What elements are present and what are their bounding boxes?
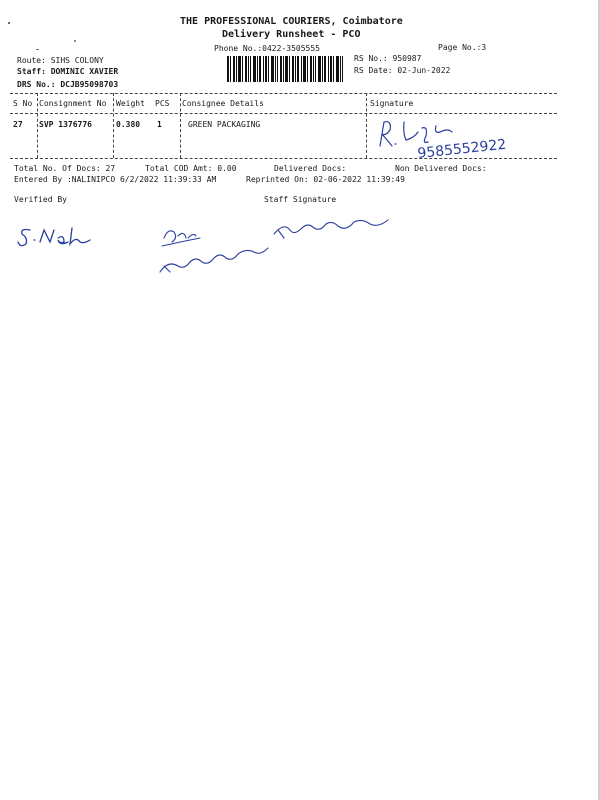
- col-divider: [180, 93, 181, 158]
- document-title: Delivery Runsheet - PCO: [222, 29, 361, 40]
- route: Route: SIHS COLONY: [17, 56, 104, 65]
- col-header-weight: Weight: [116, 99, 145, 108]
- entered-by: Entered By :NALINIPCO 6/2/2022 11:39:33 AM: [14, 175, 217, 184]
- scan-speck: [8, 22, 10, 24]
- barcode: [227, 56, 343, 82]
- staff-name: Staff: DOMINIC XAVIER: [17, 67, 119, 76]
- row-weight: 0.380: [116, 120, 141, 129]
- rs-date: RS Date: 02-Jun-2022: [354, 66, 451, 75]
- rs-number: RS No.: 950987: [354, 54, 422, 63]
- col-header-sno: S No: [13, 99, 33, 108]
- signature-phone: 9585552922: [416, 136, 508, 162]
- staff-signature: [150, 208, 400, 283]
- table-top-rule: [10, 93, 557, 94]
- verified-by-label: Verified By: [14, 195, 67, 204]
- receiver-signature: [370, 114, 560, 164]
- col-header-signature: Signature: [370, 99, 414, 108]
- company-name: THE PROFESSIONAL COURIERS, Coimbatore: [180, 16, 403, 27]
- delivered-docs: Delivered Docs:: [274, 164, 347, 173]
- phone-number: Phone No.:0422-3505555: [214, 44, 320, 53]
- staff-signature-label: Staff Signature: [264, 195, 337, 204]
- total-docs: Total No. Of Docs: 27: [14, 164, 116, 173]
- scan-speck: [36, 49, 39, 50]
- non-delivered-docs: Non Delivered Docs:: [395, 164, 487, 173]
- col-divider: [37, 93, 38, 158]
- col-header-consignment: Consignment No: [39, 99, 107, 108]
- reprinted-on: Reprinted On: 02-06-2022 11:39:49: [246, 175, 405, 184]
- row-consignment: SVP 1376776: [39, 120, 92, 129]
- verified-by-signature: [14, 222, 104, 252]
- total-cod: Total COD Amt: 0.00: [145, 164, 237, 173]
- drs-number: DRS No.: DCJB95098703: [17, 80, 119, 89]
- col-header-consignee: Consignee Details: [182, 99, 264, 108]
- row-consignee: GREEN PACKAGING: [188, 120, 261, 129]
- col-divider: [366, 93, 367, 158]
- row-sno: 27: [13, 120, 23, 129]
- row-pcs: 1: [157, 120, 162, 129]
- col-divider: [113, 93, 114, 158]
- col-header-pcs: PCS: [155, 99, 170, 108]
- scan-speck: [74, 40, 76, 42]
- page-number: Page No.:3: [438, 43, 487, 52]
